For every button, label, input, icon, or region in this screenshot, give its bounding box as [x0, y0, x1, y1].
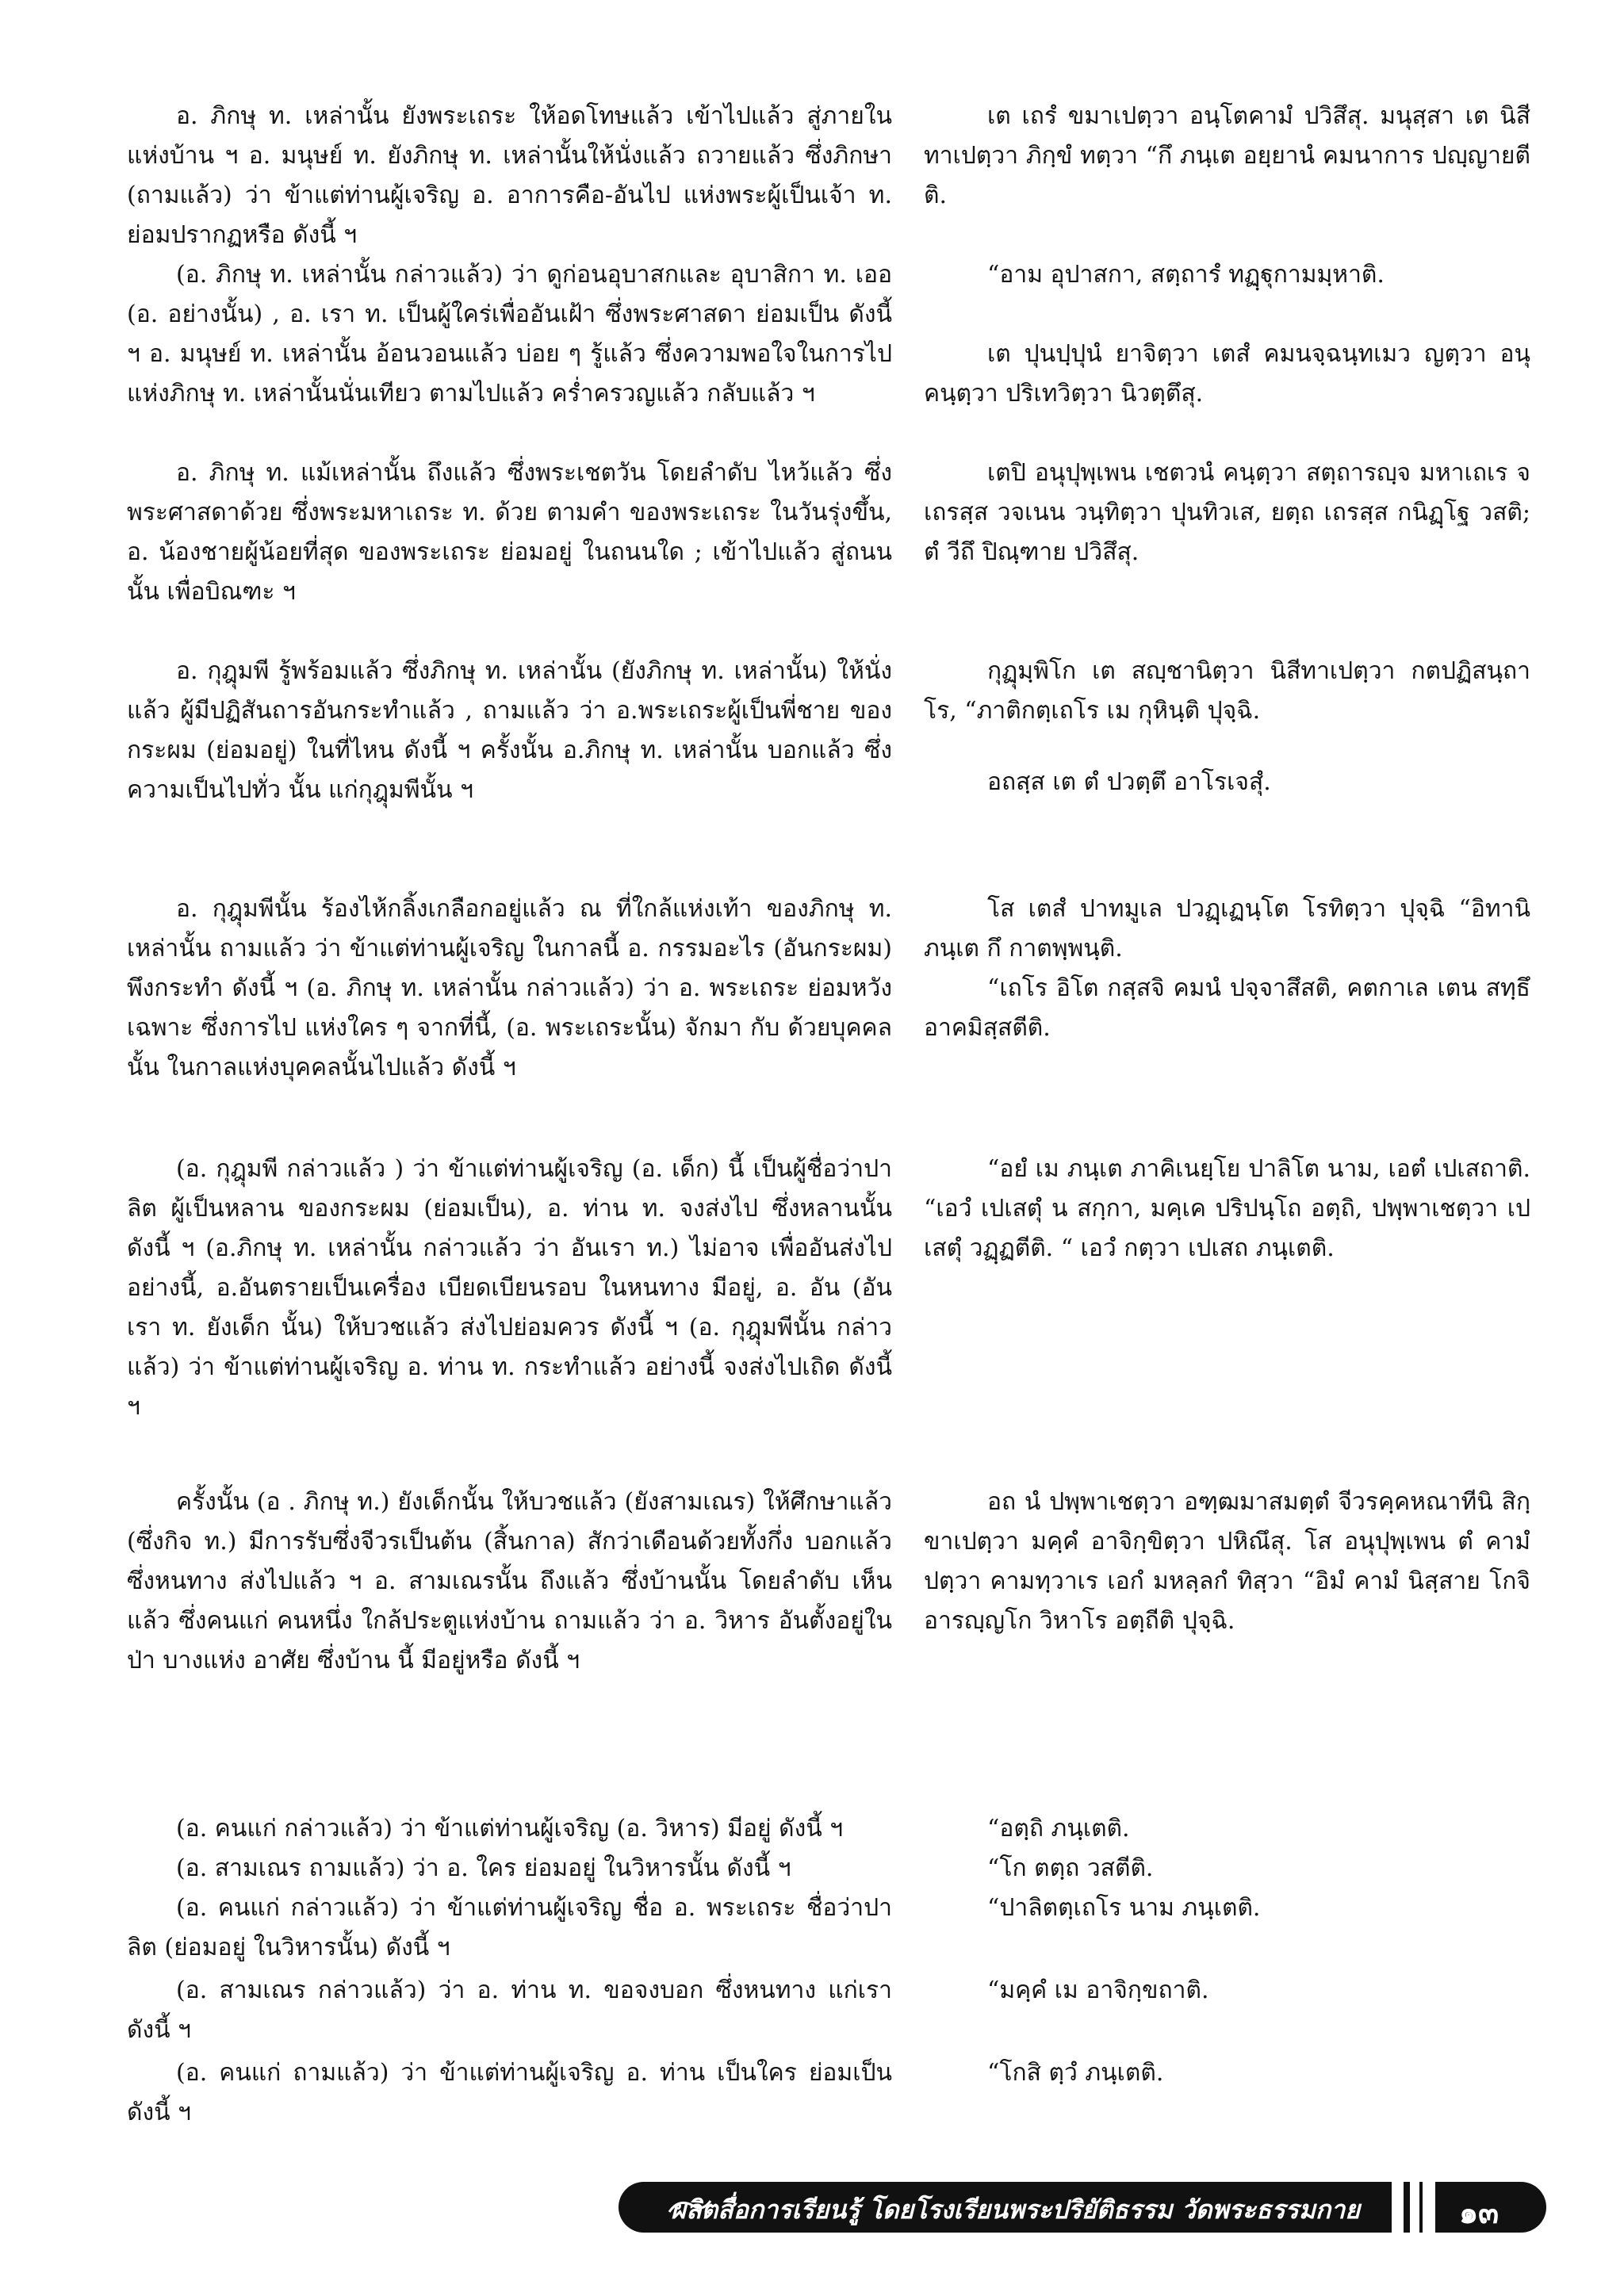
pali-paragraph: “อาม อุปาสกา, สตฺถารํ ทฏฺฐุกามมฺหาติ. — [987, 261, 1385, 289]
footer-divider — [1404, 2182, 1410, 2233]
thai-translation-paragraph: อ. ภิกษุ ท. แม้เหล่านั้น ถึงแล้ว ซึ่งพระเชตวัน โดยลำดับ ไหว้แล้ว ซึ่งพระศาสดาด้วย ซึ่งพระมหาเถระ ท. ด้วย ตามคำ ของพระเถระ ในวันรุ่งขึ้น, อ. น้องชายผู้น้อยที่สุด ของพระเถระ ย่อมอยู่ ในถนนใด ; เข้าไปแล้ว สู่ถนนนั้น เพื่อบิณฑะ ฯ — [127, 459, 892, 606]
thai-translation-paragraph: ครั้งนั้น (อ . ภิกษุ ท.) ยังเด็กนั้น ให้บวชแล้ว (ยังสามเณร) ให้ศึกษาแล้ว (ซึ่งกิจ ท.) มีการรับซึ่งจีวรเป็นต้น (สิ้นกาล) สักว่าเดือนด้วยทั้งกึ่ง บอกแล้ว ซึ่งหนทาง ส่งไปแล้ว ฯ อ. สามเณรนั้น ถึงแล้ว ซึ่งบ้านนั้น โดยลำดับ เห็นแล้ว ซึ่งคนแก่ คนหนึ่ง ใกล้ประตูแห่งบ้าน ถามแล้ว ว่า อ. วิหาร อันตั้งอยู่ในป่า บางแห่ง อาศัย ซึ่งบ้าน นี้ มีอยู่หรือ ดังนี้ ฯ — [127, 1488, 892, 1674]
thai-translation-paragraph: อ. กุฎุมพีนั้น ร้องไห้กลิ้งเกลือกอยู่แล้ว ณ ที่ใกล้แห่งเท้า ของภิกษุ ท. เหล่านั้น ถามแล้ว ว่า ข้าแต่ท่านผู้เจริญ ในกาลนี้ อ. กรรมอะไร (อันกระผม) พึงกระทำ ดังนี้ ฯ (อ. ภิกษุ ท. เหล่านั้น กล่าวแล้ว) ว่า อ. พระเถระ ย่อมหวังเฉพาะ ซึ่งการไป แห่งใคร ๆ จากที่นี้, (อ. พระเถระนั้น) จักมา กับ ด้วยบุคคล นั้น ในกาลแห่งบุคคลนั้นไปแล้ว ดังนี้ ฯ — [127, 895, 892, 1081]
pali-paragraph: เตปิ อนุปุพฺเพน เชตวนํ คนฺตฺวา สตฺถารญฺจ มหาเถเร จ เถรสฺส วจเนน วนฺทิตฺวา ปุนทิวเส, ยตฺถ เถรสฺส กนิฏฺโฐ วสติ; ตํ วีถึ ปิณฺฑาย ปวิสึสุ. — [924, 459, 1530, 566]
publisher-band — [619, 2182, 1392, 2233]
pali-dialogue-line: “อตฺถิ ภนฺเตติ. — [987, 1815, 1130, 1843]
pali-paragraph: “อยํ เม ภนฺเต ภาคิเนยฺโย ปาลิโต นาม, เอตํ เปเสถาติ. “เอวํ เปเสตุํ น สกฺกา, มคฺเค ปริปนฺโถ อตฺถิ, ปพฺพาเชตฺวา เปเสตุํ วฏฺฏตีติ. “ เอวํ กตฺวา เปเสถ ภนฺเตติ. — [924, 1155, 1530, 1262]
footer-divider-thin — [1419, 2182, 1423, 2233]
page-footer — [619, 2182, 1546, 2233]
thai-dialogue-line: (อ. สามเณร ถามแล้ว) ว่า อ. ใคร ย่อมอยู่ ในวิหารนั้น ดังนี้ ฯ — [176, 1854, 791, 1882]
pali-paragraph: อถสฺส เต ตํ ปวตฺตึ อาโรเจสุํ. — [987, 768, 1271, 796]
pali-paragraph: เต ปุนปฺปุนํ ยาจิตฺวา เตสํ คมนจฺฉนฺทเมว ญตฺวา อนุคนฺตฺวา ปริเทวิตฺวา นิวตฺตึสุ. — [924, 340, 1530, 408]
thai-dialogue-line: (อ. สามเณร กล่าวแล้ว) ว่า อ. ท่าน ท. ขอจงบอก ซึ่งหนทาง แก่เรา ดังนี้ ฯ — [127, 1976, 892, 2044]
pali-paragraph: อถ นํ ปพฺพาเชตฺวา อฑฺฒมาสมตฺตํ จีวรคฺคหณาทีนิ สิกฺขาเปตฺวา มคฺคํ อาจิกฺขิตฺวา ปหิณึสุ. โส อนุปุพฺเพน ตํ คามํ ปตฺวา คามทฺวาเร เอกํ มหลฺลกํ ทิสฺวา “อิมํ คามํ นิสฺสาย โกจิ อารญฺญโก วิหาโร อตฺถีติ ปุจฺฉิ. — [924, 1488, 1530, 1635]
thai-translation-paragraph: (อ. กุฎุมพี กล่าวแล้ว ) ว่า ข้าแต่ท่านผู้เจริญ (อ. เด็ก) นี้ เป็นผู้ชื่อว่าปาลิต ผู้เป็นหลาน ของกระผม (ย่อมเป็น), อ. ท่าน ท. จงส่งไป ซึ่งหลานนั้น ดังนี้ ฯ (อ.ภิกษุ ท. เหล่านั้น กล่าวแล้ว ว่า อันเรา ท.) ไม่อาจ เพื่ออันส่งไป อย่างนี้, อ.อันตรายเป็นเครื่อง เบียดเบียนรอบ ในหนทาง มีอยู่, อ. อัน (อันเรา ท. ยังเด็ก นั้น) ให้บวชแล้ว ส่งไปย่อมควร ดังนี้ ฯ (อ. กุฎุมพีนั้น กล่าวแล้ว) ว่า ข้าแต่ท่านผู้เจริญ อ. ท่าน ท. กระทำแล้ว อย่างนี้ จงส่งไปเถิด ดังนี้ ฯ — [127, 1155, 892, 1421]
pali-dialogue-line: “โก ตตฺถ วสตีติ. — [987, 1854, 1154, 1882]
thai-translation-paragraph: อ. กุฎุมพี รู้พร้อมแล้ว ซึ่งภิกษุ ท. เหล่านั้น (ยังภิกษุ ท. เหล่านั้น) ให้นั่งแล้ว ผู้มีปฏิสันถารอันกระทำแล้ว , ถามแล้ว ว่า อ.พระเถระผู้เป็นพี่ชาย ของกระผม (ย่อมอยู่) ในที่ไหน ดังนี้ ฯ ครั้งนั้น อ.ภิกษุ ท. เหล่านั้น บอกแล้ว ซึ่งความเป็นไปทั่ว นั้น แก่กุฎุมพีนั้น ฯ — [127, 657, 892, 804]
thai-translation-paragraph: (อ. ภิกษุ ท. เหล่านั้น กล่าวแล้ว) ว่า ดูก่อนอุบาสกและ อุบาสิกา ท. เออ (อ. อย่างนั้น) , อ. เรา ท. เป็นผู้ใคร่เพื่ออันเฝ้า ซึ่งพระศาสดา ย่อมเป็น ดังนี้ ฯ อ. มนุษย์ ท. เหล่านั้น อ้อนวอนแล้ว บ่อย ๆ รู้แล้ว ซึ่งความพอใจในการไป แห่งภิกษุ ท. เหล่านั้นนั่นเทียว ตามไปแล้ว คร่ำครวญแล้ว กลับแล้ว ฯ — [127, 261, 892, 408]
pali-paragraph: “เถโร อิโต กสฺสจิ คมนํ ปจฺจาสึสติ, คตกาเล เตน สทฺธึ อาคมิสฺสตีติ. — [924, 974, 1530, 1042]
pali-dialogue-line: “มคฺคํ เม อาจิกฺขถาติ. — [987, 1976, 1209, 2004]
pali-paragraph: เต เถรํ ขมาเปตฺวา อนฺโตคามํ ปวิสึสุ. มนุสฺสา เต นิสีทาเปตฺวา ภิกฺขํ ทตฺวา “กึ ภนฺเต อยฺยานํ คมนาการ ปญฺญายตีติ. — [924, 102, 1530, 209]
page-number-box — [1435, 2182, 1546, 2233]
pali-dialogue-line: “ปาลิตตฺเถโร นาม ภนฺเตติ. — [987, 1894, 1261, 1922]
thai-dialogue-line: (อ. คนแก่ ถามแล้ว) ว่า ข้าแต่ท่านผู้เจริญ อ. ท่าน เป็นใคร ย่อมเป็นดังนี้ ฯ — [127, 2059, 892, 2126]
page-number: ๑๓ — [1459, 2195, 1500, 2230]
pali-paragraph: กุฏุมฺพิโก เต สญฺชานิตฺวา นิสีทาเปตฺวา กตปฏิสนฺถาโร, “ภาติกตฺเถโร เม กุหินฺติ ปุจฺฉิ. — [924, 657, 1530, 725]
pali-paragraph: โส เตสํ ปาทมูเล ปวฏฺเฏนฺโต โรทิตฺวา ปุจฺฉิ “อิทานิ ภนฺเต กึ กาตพฺพนฺติ. — [924, 895, 1530, 962]
thai-translation-paragraph: อ. ภิกษุ ท. เหล่านั้น ยังพระเถระ ให้อดโทษแล้ว เข้าไปแล้ว สู่ภายในแห่งบ้าน ฯ อ. มนุษย์ ท. ยังภิกษุ ท. เหล่านั้นให้นั่งแล้ว ถวายแล้ว ซึ่งภิกษา (ถามแล้ว) ว่า ข้าแต่ท่านผู้เจริญ อ. อาการคือ-อันไป แห่งพระผู้เป็นเจ้า ท. ย่อมปรากฏหรือ ดังนี้ ฯ — [127, 102, 892, 249]
publisher-credit: ผลิตสื่อการเรียนรู้ โดยโรงเรียนพระปริยัติธรรม วัดพระธรรมกาย — [671, 2195, 1360, 2225]
thai-dialogue-line: (อ. คนแก่ กล่าวแล้ว) ว่า ข้าแต่ท่านผู้เจริญ ชื่อ อ. พระเถระ ชื่อว่าปาลิต (ย่อมอยู่ ในวิหารนั้น) ดังนี้ ฯ — [127, 1894, 892, 1961]
thai-dialogue-line: (อ. คนแก่ กล่าวแล้ว) ว่า ข้าแต่ท่านผู้เจริญ (อ. วิหาร) มีอยู่ ดังนี้ ฯ — [176, 1815, 844, 1843]
pali-dialogue-line: “โกสิ ตฺวํ ภนฺเตติ. — [987, 2059, 1164, 2087]
